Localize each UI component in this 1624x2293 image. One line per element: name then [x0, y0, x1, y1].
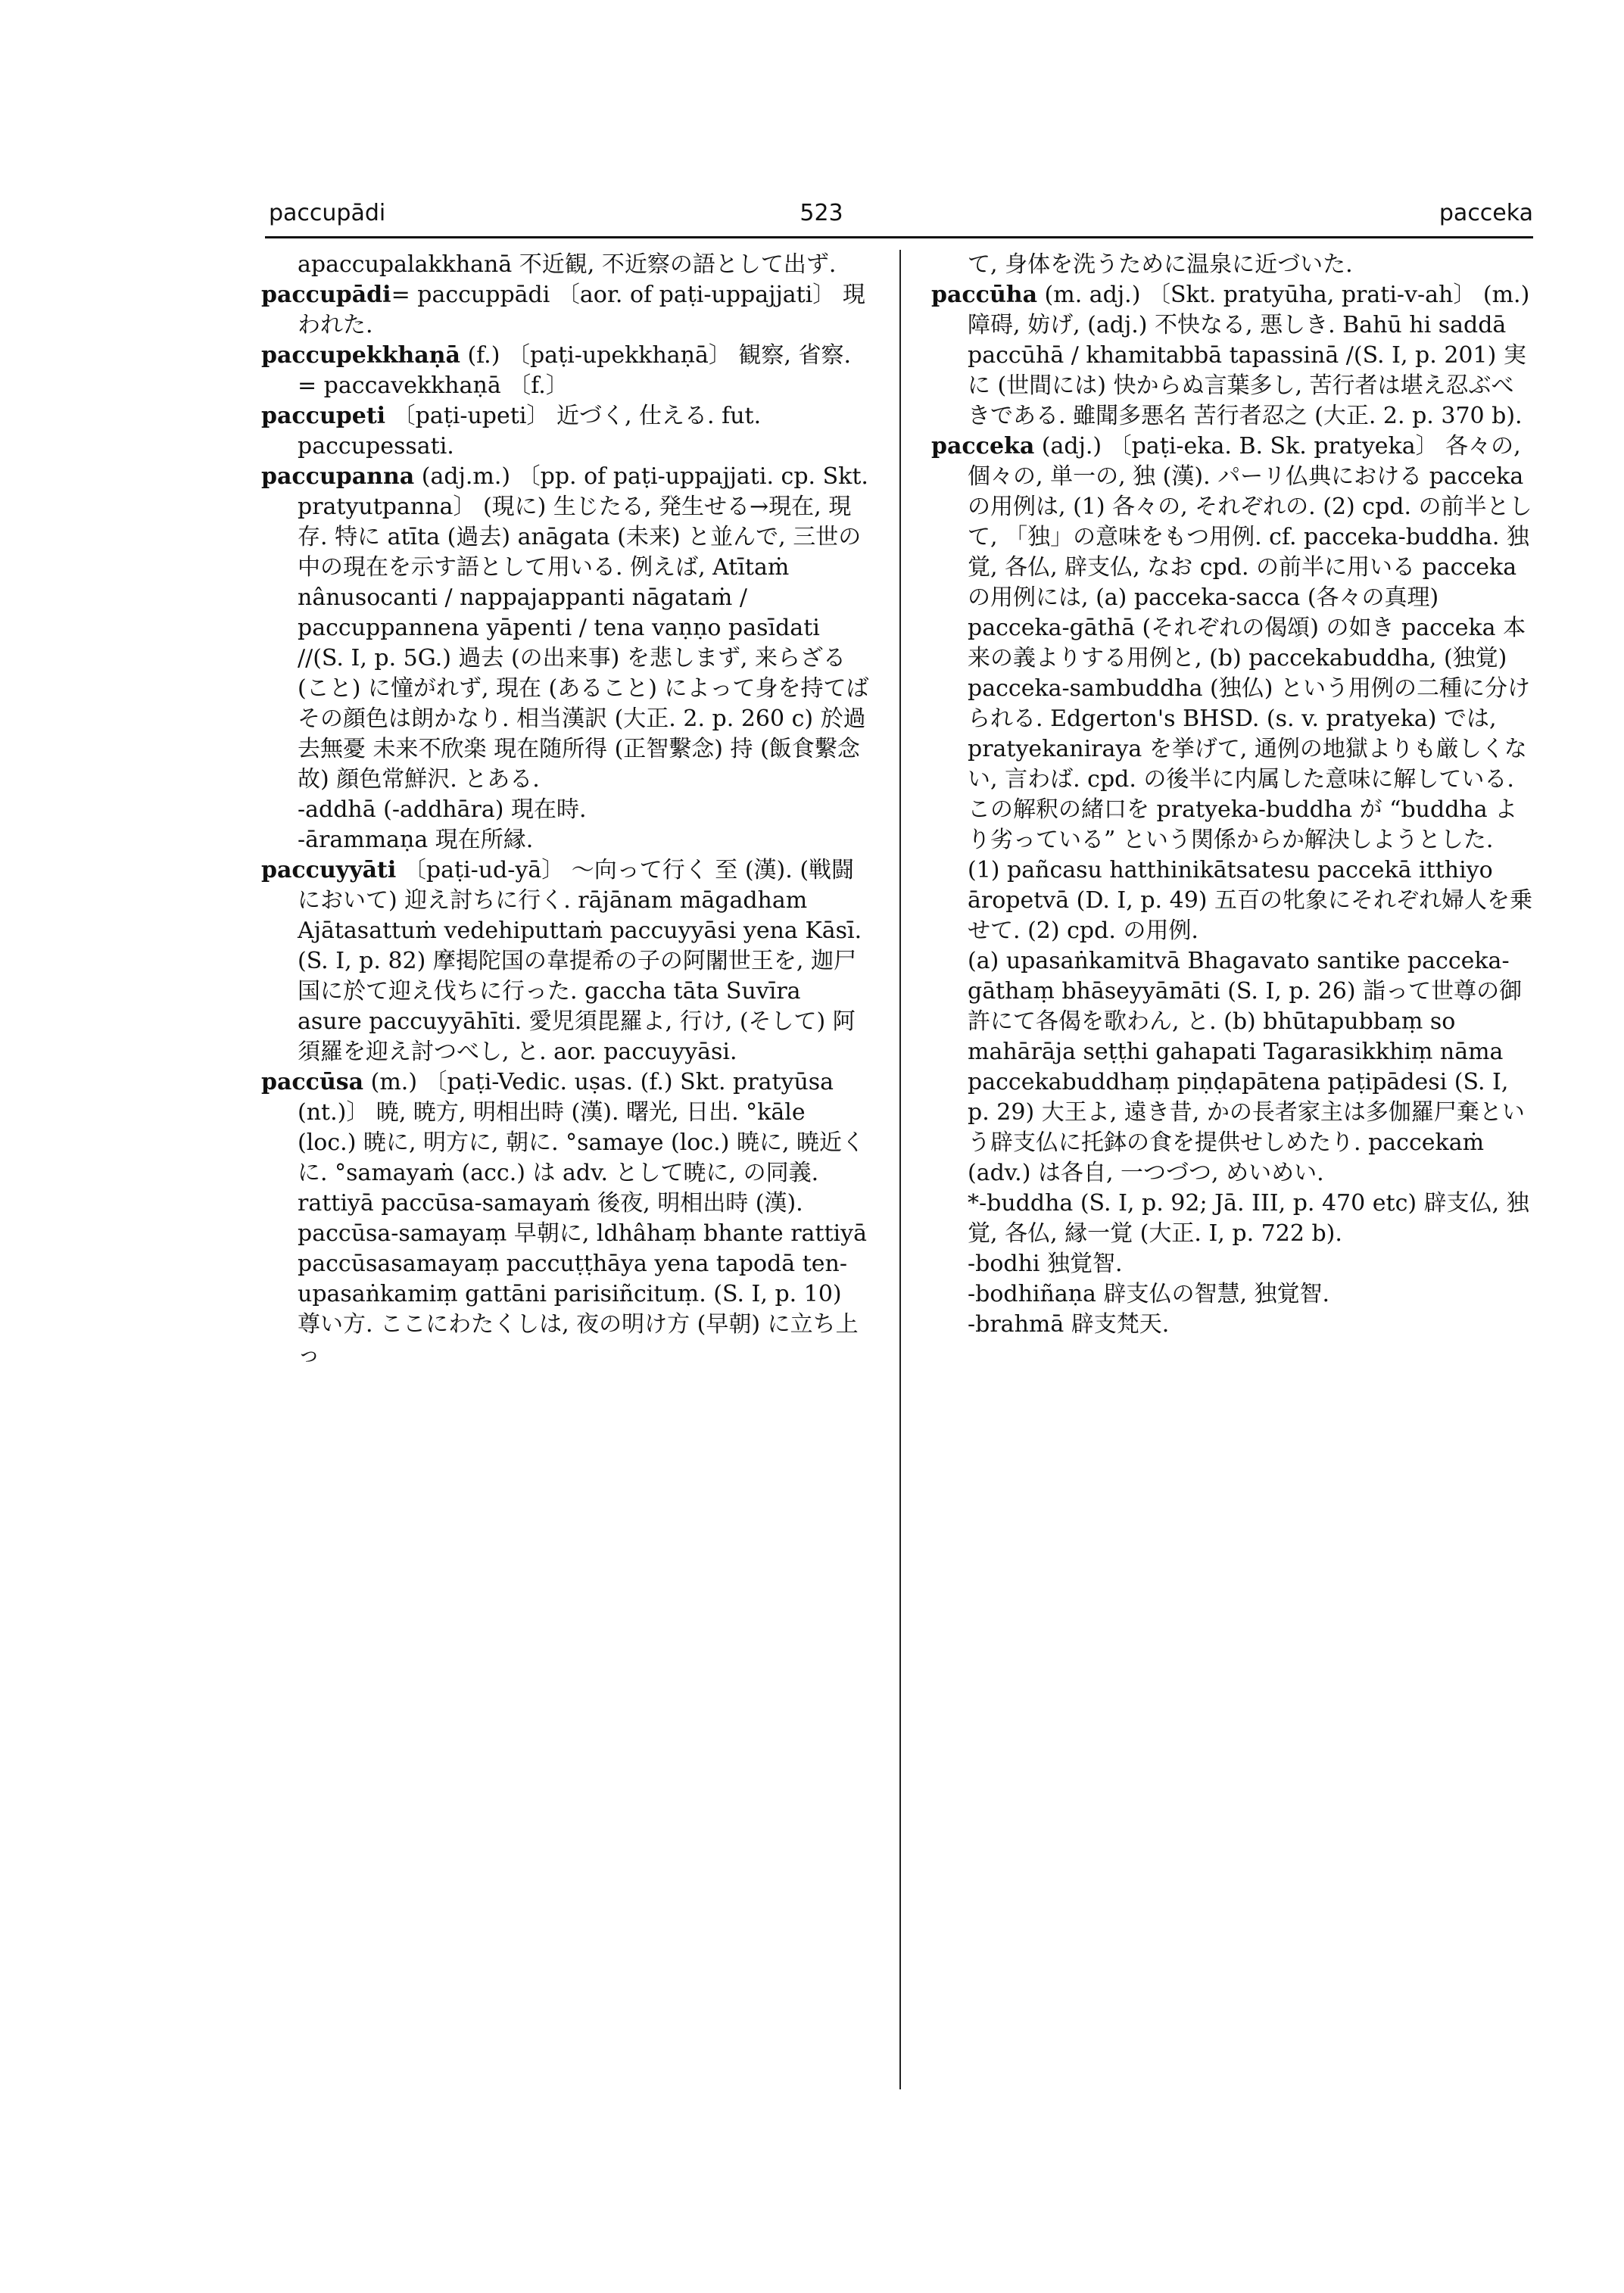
entry-headword: paccupeti [261, 403, 386, 429]
entry-headword: pacceka [931, 433, 1035, 460]
entry-headword: paccupekkhaṇā [261, 342, 460, 369]
continuation-text [931, 855, 1533, 946]
continuation-text [931, 250, 1533, 280]
running-head-right: pacceka [1439, 200, 1533, 226]
sub-entry [931, 1249, 1533, 1279]
sub-entry [261, 795, 871, 825]
continuation-text [931, 946, 1533, 1189]
entry-text: paccūsa-samayaṃ 早朝に, ldhâhaṃ bhante rattiyā paccūsasamayaṃ paccuṭṭhāya yena tapodā ten-upasaṅkamiṃ gattāni parisiñcituṃ. (S. I, p. 10) 尊い方. ここにわたくしは, 夜の明け方 (早朝) に立ち上っ [298, 1220, 867, 1368]
sub-entry [931, 1189, 1533, 1249]
entry-headword: paccuyyāti [261, 857, 397, 883]
dictionary-entry [261, 401, 871, 462]
dictionary-entry [931, 280, 1533, 431]
dictionary-entry [261, 1067, 871, 1219]
entry-text: apaccupalakkhanā 不近観, 不近察の語として出ず. [298, 251, 837, 278]
left-column [261, 250, 871, 1370]
entry-text: (adj.m.) 〔pp. of paṭi-uppajjati. cp. Skt. pratyutpanna〕 (現に) 生じたる, 発生せる→現在, 現存. 特に atīta (過去) anāgata (未来) と並んで, 三世の中の現在を示す語として用いる. 例えば, Atītaṁ nânusocanti / nappajappanti nāgataṁ / paccuppannena yāpenti / tena vaṇṇo pasīdati //(S. I, p. 5G.) 過去 (の出来事) を悲しまず, 来らざる (こと) に憧がれず, 現在 (あること) によって身を持てば その顔色は朗かなり. 相当漢訳 (大正. 2. p. 260 c) 於過去無憂 未来不欣楽 現在随所得 (正智繫念) 持 (飯食繫念故) 顔色常鮮沢. とある. [298, 463, 869, 793]
sub-entry [261, 825, 871, 855]
entry-text: -bodhiñaṇa 辟支仏の智慧, 独覚智. [968, 1281, 1330, 1307]
dictionary-entry [261, 341, 871, 401]
entry-text: -brahmā 辟支梵天. [968, 1311, 1170, 1338]
entry-text: 〔paṭi-ud-yā〕 ～向って行く 至 (漢). (戦闘において) 迎え討ちに行く. rājānam māgadham Ajātasattuṁ vedehiputtaṁ paccuyyāsi yena Kāsī. (S. I, p. 82) 摩掲陀国の韋提希の子の阿闍世王を, 迦尸国に於て迎え伐ちに行った. gaccha tāta Suvīra asure paccuyyāhīti. 愛児須毘羅よ, 行け, (そして) 阿須羅を迎え討つべし, と. aor. paccuyyāsi. [298, 857, 862, 1065]
entry-text: *-buddha (S. I, p. 92; Jā. III, p. 470 etc) 辟支仏, 独覚, 各仏, 縁一覚 (大正. I, p. 722 b). [968, 1190, 1529, 1247]
right-column [931, 250, 1533, 1340]
entry-text: (m. adj.) 〔Skt. pratyūha, prati-v-ah〕 (m.) 障碍, 妨げ, (adj.) 不快なる, 悪しき. Bahū hi saddā paccūhā / khamitabbā tapassinā /(S. I, p. 201) 実に (世間には) 快からぬ言葉多し, 苦行者は堪え忍ぶべきである. 雖聞多悪名 苦行者忍之 (大正. 2. p. 370 b). [968, 282, 1530, 429]
page-number: 523 [800, 200, 843, 226]
sub-entry [931, 1279, 1533, 1310]
entry-text: (f.) 〔paṭi-upekkhaṇā〕 観察, 省察. = paccavekkhaṇā 〔f.〕 [298, 342, 852, 399]
continuation-text [261, 1219, 871, 1370]
entry-headword: paccupādi [261, 282, 391, 308]
entry-text: (a) upasaṅkamitvā Bhagavato santike pacceka-gāthaṃ bhāseyyāmāti (S. I, p. 26) 詣って世尊の御許にて各偈を歌わん, と. (b) bhūtapubbaṃ so mahārāja seṭṭhi gahapati Tagarasikkhiṃ nāma paccekabuddhaṃ piṇḍapātena paṭipādesi (S. I, p. 29) 大王よ, 遠き昔, かの長者家主は多伽羅尸棄という辟支仏に托鉢の食を提供せしめたり. paccekaṁ (adv.) は各自, 一つづつ, めいめい. [968, 948, 1525, 1186]
dictionary-entry [261, 280, 871, 341]
entry-text: (1) pañcasu hatthinikātsatesu paccekā itthiyo āropetvā (D. I, p. 49) 五百の牝象にそれぞれ婦人を乗せて. (2) cpd. の用例. [968, 857, 1533, 944]
entry-text: -bodhi 独覚智. [968, 1251, 1123, 1277]
entry-text: 〔paṭi-upeti〕 近づく, 仕える. fut. paccupessati. [298, 403, 762, 460]
entry-text: て, 身体を洗うために温泉に近づいた. [968, 251, 1353, 278]
entry-text: -ārammaṇa 現在所縁. [298, 827, 534, 853]
entry-headword: paccupanna [261, 463, 415, 490]
entry-text: (adj.) 〔paṭi-eka. B. Sk. pratyeka〕 各々の, 個々の, 単一の, 独 (漢). パーリ仏典における pacceka の用例は, (1) 各々の, それぞれの. (2) cpd. の前半として, 「独」の意味をもつ用例. cf. pacceka-buddha. 独覚, 各仏, 辟支仏, なお cpd. の前半に用いる pacceka の用例には, (a) pacceka-sacca (各々の真理) pacceka-gāthā (それぞれの偈頌) の如き pacceka 本来の義よりする用例と, (b) paccekabuddha, (独覚) pacceka-sambuddha (独仏) という用例の二種に分けられる. Edgerton's BHSD. (s. v. pratyeka) では, pratyekaniraya を挙げて, 通例の地獄よりも厳しくない, 言わば. cpd. の後半に内属した意味に解している. この解釈の緒口を pratyeka-buddha が “buddha より劣っている” という関係からか解決しようとした. [968, 433, 1532, 853]
entry-headword: paccūha [931, 282, 1038, 308]
column-divider [899, 250, 901, 2089]
dictionary-entry [261, 462, 871, 795]
entry-text: (m.) 〔paṭi-Vedic. uṣas. (f.) Skt. pratyūsa (nt.)〕 暁, 暁方, 明相出時 (漢). 曙光, 日出. °kāle (loc.) 暁に, 明方に, 朝に. °samaye (loc.) 暁に, 暁近くに. °samayaṁ (acc.) は adv. として暁に, の同義. rattiyā paccūsa-samayaṁ 後夜, 明相出時 (漢). [298, 1069, 865, 1217]
dictionary-entry [931, 431, 1533, 855]
continuation-text [261, 250, 871, 280]
running-head-left: paccupādi [269, 200, 386, 226]
sub-entry [931, 1310, 1533, 1340]
entry-text: = paccuppādi 〔aor. of paṭi-uppajjati〕 現われた. [298, 282, 865, 338]
entry-text: -addhā (-addhāra) 現在時. [298, 796, 587, 823]
dictionary-entry [261, 855, 871, 1067]
entry-headword: paccūsa [261, 1069, 364, 1095]
header-rule [265, 236, 1533, 238]
